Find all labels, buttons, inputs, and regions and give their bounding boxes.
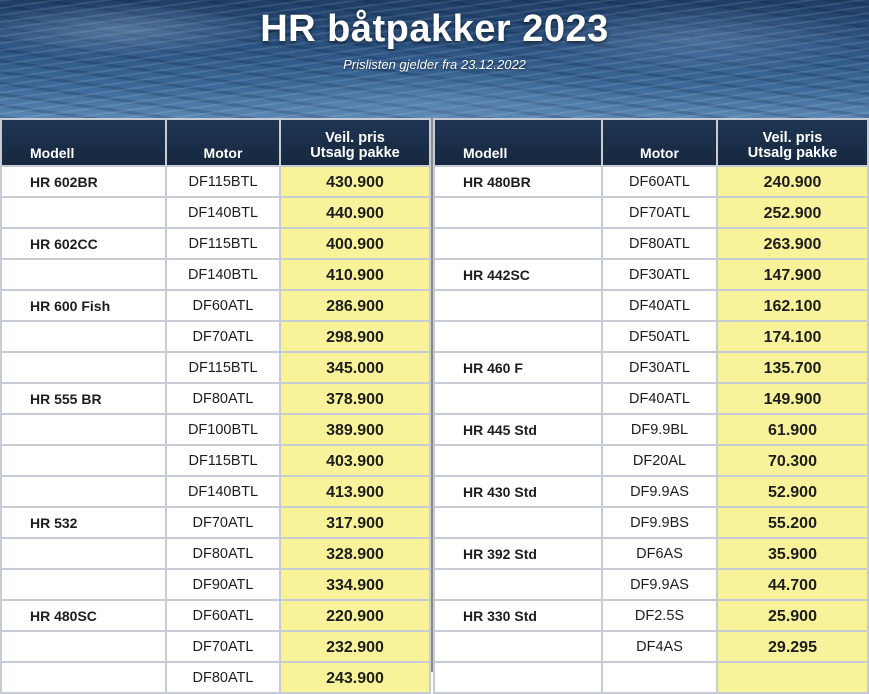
table-row — [434, 321, 868, 352]
price-cell: 147.900 — [717, 259, 868, 290]
price-cell: 52.900 — [717, 476, 868, 507]
model-cell: HR 392 Std — [434, 538, 602, 569]
model-cell: HR 330 Std — [434, 600, 602, 631]
table-row — [434, 507, 868, 538]
table-row — [434, 197, 868, 228]
right-price-table — [433, 118, 869, 694]
table-row — [434, 445, 868, 476]
table-row — [1, 600, 430, 631]
table-row — [434, 352, 868, 383]
price-cell: 440.900 — [280, 197, 430, 228]
model-cell — [434, 631, 602, 662]
model-cell — [434, 569, 602, 600]
price-cell: 35.900 — [717, 538, 868, 569]
motor-cell: DF4AS — [602, 631, 717, 662]
motor-cell: DF80ATL — [166, 383, 280, 414]
motor-cell: DF80ATL — [166, 662, 280, 693]
motor-cell: DF100BTL — [166, 414, 280, 445]
motor-cell: DF70ATL — [602, 197, 717, 228]
table-header-row — [434, 119, 868, 166]
table-row — [1, 352, 430, 383]
table-row — [1, 569, 430, 600]
table-row — [434, 569, 868, 600]
page-title: HR båtpakker 2023 — [260, 8, 609, 50]
price-cell: 403.900 — [280, 445, 430, 476]
price-cell: 232.900 — [280, 631, 430, 662]
column-header-model: Modell — [1, 119, 166, 166]
price-header-line1: Veil. pris — [762, 130, 823, 146]
price-cell: 220.900 — [280, 600, 430, 631]
motor-cell: DF6AS — [602, 538, 717, 569]
model-cell — [434, 197, 602, 228]
model-cell: HR 480BR — [434, 166, 602, 197]
motor-cell: DF9.9AS — [602, 476, 717, 507]
column-header-model: Modell — [434, 119, 602, 166]
model-cell — [1, 259, 166, 290]
table-row — [1, 631, 430, 662]
table-row — [1, 197, 430, 228]
price-cell: 345.000 — [280, 352, 430, 383]
price-cell: 61.900 — [717, 414, 868, 445]
price-cell: 174.100 — [717, 321, 868, 352]
table-row — [1, 321, 430, 352]
model-cell: HR 532 — [1, 507, 166, 538]
model-cell — [1, 321, 166, 352]
model-cell — [434, 290, 602, 321]
model-cell: HR 555 BR — [1, 383, 166, 414]
table-row — [1, 166, 430, 197]
table-row — [434, 259, 868, 290]
model-cell — [1, 569, 166, 600]
model-cell: HR 442SC — [434, 259, 602, 290]
model-cell — [1, 538, 166, 569]
model-cell: HR 602BR — [1, 166, 166, 197]
motor-cell — [602, 662, 717, 693]
price-cell: 70.300 — [717, 445, 868, 476]
price-cell: 378.900 — [280, 383, 430, 414]
motor-cell: DF40ATL — [602, 290, 717, 321]
price-cell: 55.200 — [717, 507, 868, 538]
page-subtitle: Prislisten gjelder fra 23.12.2022 — [343, 57, 526, 72]
table-row — [434, 414, 868, 445]
column-header-motor: Motor — [602, 119, 717, 166]
price-cell: 334.900 — [280, 569, 430, 600]
table-row — [434, 290, 868, 321]
motor-cell: DF30ATL — [602, 352, 717, 383]
motor-cell: DF2.5S — [602, 600, 717, 631]
table-row — [1, 507, 430, 538]
motor-cell: DF140BTL — [166, 476, 280, 507]
table-row — [434, 476, 868, 507]
table-row — [1, 445, 430, 476]
model-cell — [1, 197, 166, 228]
table-row — [1, 228, 430, 259]
table-row — [434, 166, 868, 197]
model-cell — [1, 414, 166, 445]
model-cell — [1, 476, 166, 507]
table-header-row — [1, 119, 430, 166]
price-cell: 317.900 — [280, 507, 430, 538]
table-row — [434, 383, 868, 414]
motor-cell: DF20AL — [602, 445, 717, 476]
price-cell: 286.900 — [280, 290, 430, 321]
price-header-line2: Utsalg pakke — [310, 145, 400, 161]
price-cell — [717, 662, 868, 693]
price-cell: 25.900 — [717, 600, 868, 631]
motor-cell: DF115BTL — [166, 166, 280, 197]
motor-cell: DF80ATL — [166, 538, 280, 569]
motor-cell: DF9.9BS — [602, 507, 717, 538]
price-cell: 149.900 — [717, 383, 868, 414]
table-row — [1, 662, 430, 693]
motor-cell: DF115BTL — [166, 352, 280, 383]
table-row — [1, 476, 430, 507]
motor-cell: DF60ATL — [166, 600, 280, 631]
price-cell: 243.900 — [280, 662, 430, 693]
price-tables — [0, 118, 869, 687]
model-cell: HR 602CC — [1, 228, 166, 259]
motor-cell: DF115BTL — [166, 445, 280, 476]
price-cell: 298.900 — [280, 321, 430, 352]
model-cell — [434, 228, 602, 259]
model-cell — [1, 662, 166, 693]
motor-cell: DF80ATL — [602, 228, 717, 259]
price-cell: 252.900 — [717, 197, 868, 228]
model-cell — [434, 383, 602, 414]
table-row — [1, 538, 430, 569]
motor-cell: DF50ATL — [602, 321, 717, 352]
price-cell: 328.900 — [280, 538, 430, 569]
motor-cell: DF40ATL — [602, 383, 717, 414]
price-cell: 162.100 — [717, 290, 868, 321]
model-cell — [1, 631, 166, 662]
motor-cell: DF9.9BL — [602, 414, 717, 445]
motor-cell: DF60ATL — [166, 290, 280, 321]
table-row — [434, 662, 868, 693]
price-cell: 400.900 — [280, 228, 430, 259]
model-cell — [434, 507, 602, 538]
price-cell: 410.900 — [280, 259, 430, 290]
price-cell: 240.900 — [717, 166, 868, 197]
model-cell: HR 445 Std — [434, 414, 602, 445]
sea-banner — [0, 0, 869, 118]
model-cell: HR 430 Std — [434, 476, 602, 507]
model-cell: HR 480SC — [1, 600, 166, 631]
table-row — [1, 290, 430, 321]
model-cell: HR 460 F — [434, 352, 602, 383]
column-header-price — [717, 119, 868, 166]
model-cell — [1, 352, 166, 383]
model-cell: HR 600 Fish — [1, 290, 166, 321]
table-row — [434, 228, 868, 259]
motor-cell: DF70ATL — [166, 507, 280, 538]
model-cell — [1, 445, 166, 476]
motor-cell: DF140BTL — [166, 259, 280, 290]
motor-cell: DF30ATL — [602, 259, 717, 290]
table-row — [1, 414, 430, 445]
price-cell: 430.900 — [280, 166, 430, 197]
motor-cell: DF70ATL — [166, 321, 280, 352]
price-cell: 389.900 — [280, 414, 430, 445]
column-header-motor: Motor — [166, 119, 280, 166]
price-header-line2: Utsalg pakke — [747, 145, 838, 161]
model-cell — [434, 445, 602, 476]
table-row — [1, 383, 430, 414]
motor-cell: DF90ATL — [166, 569, 280, 600]
left-price-table — [0, 118, 431, 694]
model-cell — [434, 321, 602, 352]
motor-cell: DF140BTL — [166, 197, 280, 228]
price-cell: 44.700 — [717, 569, 868, 600]
motor-cell: DF9.9AS — [602, 569, 717, 600]
motor-cell: DF60ATL — [602, 166, 717, 197]
price-header-line1: Veil. pris — [325, 130, 385, 146]
price-cell: 413.900 — [280, 476, 430, 507]
price-cell: 29.295 — [717, 631, 868, 662]
price-cell: 135.700 — [717, 352, 868, 383]
column-header-price — [280, 119, 430, 166]
table-row — [434, 631, 868, 662]
price-cell: 263.900 — [717, 228, 868, 259]
model-cell — [434, 662, 602, 693]
motor-cell: DF115BTL — [166, 228, 280, 259]
motor-cell: DF70ATL — [166, 631, 280, 662]
table-row — [434, 538, 868, 569]
table-row — [434, 600, 868, 631]
table-row — [1, 259, 430, 290]
